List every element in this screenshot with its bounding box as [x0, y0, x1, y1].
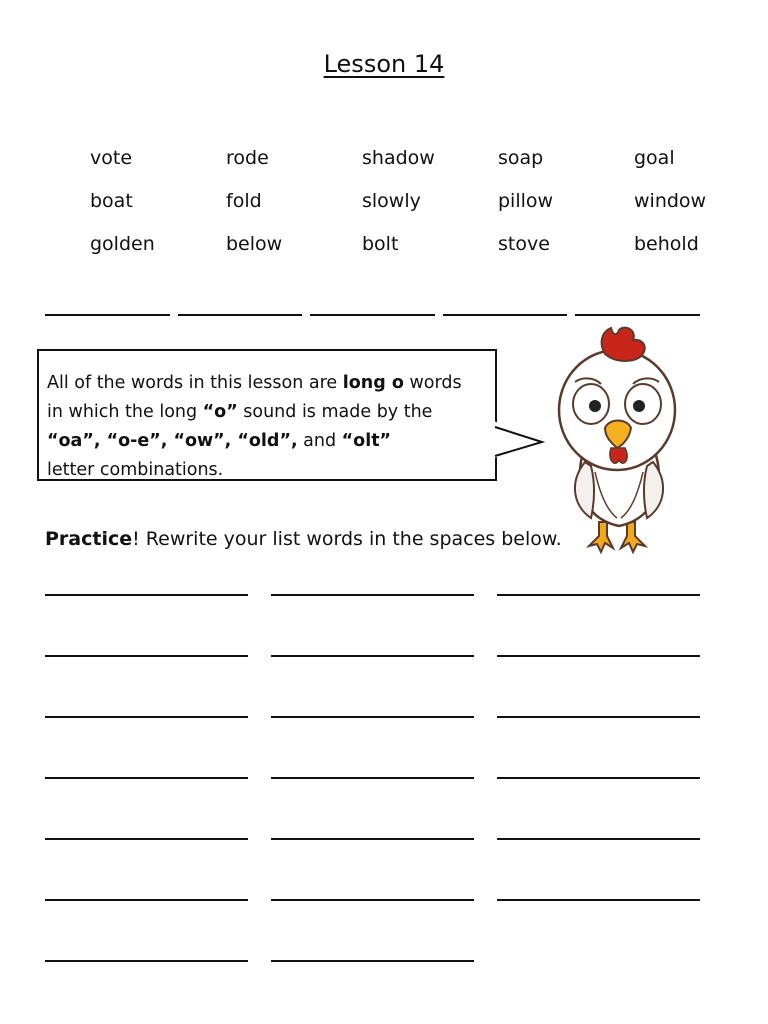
header-blank-row [45, 302, 700, 316]
info-bold-text: “o” [202, 402, 238, 422]
writing-line[interactable] [497, 824, 700, 840]
chicken-wing-icon [644, 462, 663, 518]
info-line-2 [47, 398, 495, 427]
info-line-4: letter combinations. [47, 460, 224, 480]
writing-line[interactable] [271, 580, 474, 596]
blank-line[interactable] [443, 302, 568, 316]
info-bold-text: “oa”, “o-e”, “ow”, “old”, [47, 431, 298, 451]
info-line-1 [47, 369, 495, 398]
writing-line[interactable] [271, 763, 474, 779]
info-line-3 [47, 427, 495, 456]
writing-line[interactable] [45, 763, 248, 779]
word-item: shadow [362, 147, 435, 169]
blank-line[interactable] [575, 302, 700, 316]
info-text: sound is made by the [237, 402, 433, 422]
word-item: behold [634, 233, 699, 255]
writing-line[interactable] [271, 641, 474, 657]
chicken-illustration [555, 322, 685, 558]
info-text: in which the long [47, 402, 203, 422]
word-item: pillow [498, 190, 554, 212]
writing-line[interactable] [271, 946, 474, 962]
word-item: window [634, 190, 707, 212]
blank-line[interactable] [45, 302, 170, 316]
writing-line[interactable] [497, 641, 700, 657]
writing-line[interactable] [271, 702, 474, 718]
writing-line[interactable] [271, 824, 474, 840]
info-bold-text: long o [342, 373, 404, 393]
writing-line[interactable] [45, 946, 248, 962]
chicken-wattle-icon [610, 448, 627, 463]
word-item: below [226, 233, 283, 255]
word-item: soap [498, 147, 544, 169]
word-item: goal [634, 147, 675, 169]
chicken-wing-icon [575, 462, 594, 518]
info-text: All of the words in this lesson are [47, 373, 343, 393]
word-item: fold [226, 190, 262, 212]
info-bold-text: “olt” [341, 431, 392, 451]
word-item: bolt [362, 233, 399, 255]
writing-line[interactable] [497, 580, 700, 596]
word-item: vote [90, 147, 133, 169]
writing-line[interactable] [45, 885, 248, 901]
word-item: slowly [362, 190, 421, 212]
writing-line[interactable] [497, 702, 700, 718]
info-speech-bubble [37, 349, 497, 481]
writing-line[interactable] [497, 885, 700, 901]
info-text: words [403, 373, 462, 393]
writing-line[interactable] [45, 702, 248, 718]
writing-line[interactable] [271, 885, 474, 901]
word-list [90, 146, 734, 256]
chicken-comb-icon [602, 328, 645, 361]
word-item: boat [90, 190, 133, 212]
word-item: golden [90, 233, 155, 255]
practice-text: ! Rewrite your list words in the spaces below. [132, 528, 562, 550]
practice-label: Practice [45, 528, 133, 550]
speech-bubble-tail [494, 418, 546, 468]
writing-line[interactable] [497, 763, 700, 779]
writing-line[interactable] [45, 824, 248, 840]
writing-line[interactable] [45, 580, 248, 596]
word-item: stove [498, 233, 550, 255]
writing-line[interactable] [45, 641, 248, 657]
info-text: and [297, 431, 342, 451]
word-item: rode [226, 147, 269, 169]
page-title: Lesson 14 [323, 50, 445, 78]
practice-lines [45, 580, 700, 962]
blank-line[interactable] [178, 302, 303, 316]
practice-instruction [45, 528, 562, 550]
blank-line[interactable] [310, 302, 435, 316]
